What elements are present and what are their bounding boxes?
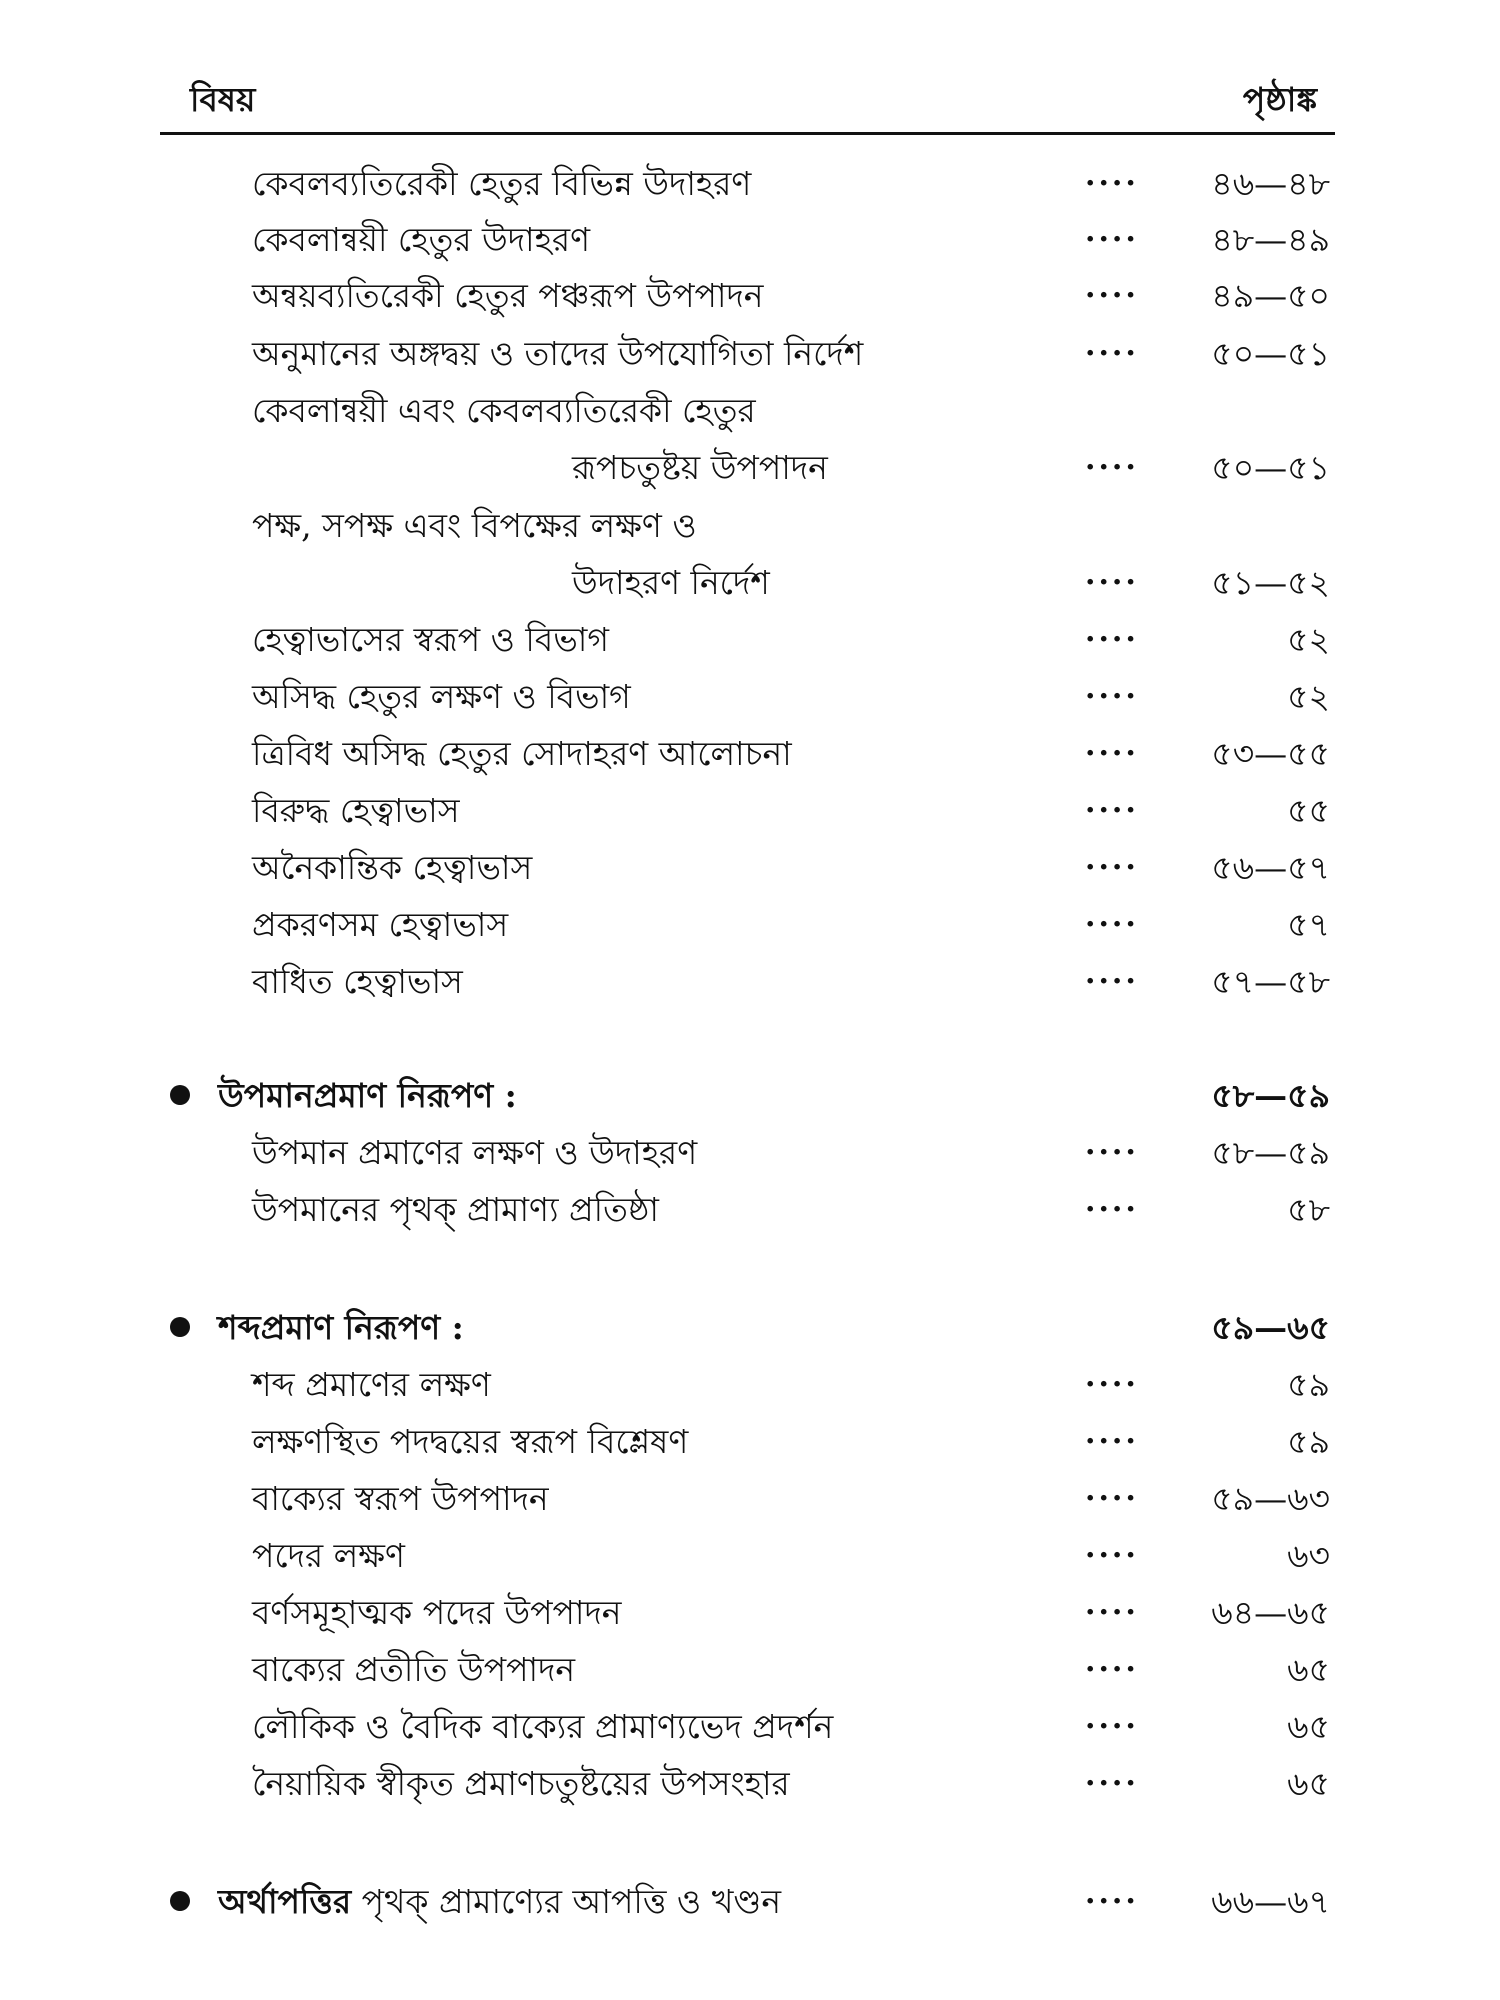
- entry-pages: ৫০—৫১: [1211, 334, 1330, 373]
- entry-title: উপমানের পৃথক্ প্রামাণ্য প্রতিষ্ঠা: [252, 1190, 659, 1229]
- entry-title: ত্রিবিধ অসিদ্ধ হেতুর সোদাহরণ আলোচনা: [252, 734, 792, 773]
- toc-entry-line2: [0, 557, 1500, 609]
- entry-pages: ৫৫: [1287, 791, 1330, 830]
- leader-dots: ....: [1085, 1184, 1139, 1219]
- entry-title-continued: উদাহরণ নির্দেশ: [572, 563, 770, 602]
- toc-header: [160, 66, 1335, 135]
- entry-pages: ৫৩—৫৫: [1211, 734, 1330, 773]
- entry-title: হেত্বাভাসের স্বরূপ ও বিভাগ: [252, 620, 610, 659]
- leader-dots: ....: [1085, 899, 1139, 934]
- entry-pages: ৬৪—৬৫: [1211, 1593, 1330, 1632]
- toc-entry: [0, 1701, 1500, 1753]
- entry-title: বাধিত হেত্বাভাস: [252, 962, 463, 1001]
- section-title: উপমানপ্রমাণ নিরূপণ :: [218, 1076, 517, 1115]
- toc-entry: [0, 956, 1500, 1008]
- section-heading: [0, 1876, 1500, 1928]
- subject-heading: বিষয়: [190, 80, 256, 119]
- leader-dots: ....: [1085, 842, 1139, 877]
- leader-dots: ....: [1085, 956, 1139, 991]
- toc-entry: [0, 1530, 1500, 1582]
- leader-dots: ....: [1085, 158, 1139, 193]
- entry-title: পক্ষ, সপক্ষ এবং বিপক্ষের লক্ষণ ও: [252, 506, 697, 545]
- entry-pages: ৪৬—৪৮: [1211, 164, 1330, 203]
- leader-dots: ....: [1085, 1876, 1139, 1911]
- toc-entry: [0, 1758, 1500, 1810]
- toc-entry: [0, 1359, 1500, 1411]
- toc-entry: [0, 728, 1500, 780]
- entry-title: নৈয়ায়িক স্বীকৃত প্রমাণচতুষ্টয়ের উপসংহার: [252, 1764, 790, 1803]
- entry-title: লক্ষণস্থিত পদদ্বয়ের স্বরূপ বিশ্লেষণ: [252, 1422, 689, 1461]
- leader-dots: ....: [1085, 270, 1139, 305]
- toc-entry: [0, 1127, 1500, 1179]
- entry-title: বাক্যের স্বরূপ উপপাদন: [252, 1479, 549, 1518]
- toc-entry-line1: [0, 385, 1500, 437]
- toc-entry: [0, 1184, 1500, 1236]
- bullet-icon: [170, 1085, 190, 1105]
- leader-dots: ....: [1085, 328, 1139, 363]
- toc-entry-line2: [0, 442, 1500, 494]
- bullet-icon: [170, 1317, 190, 1337]
- leader-dots: ....: [1085, 1644, 1139, 1679]
- section-heading: [0, 1070, 1500, 1122]
- toc-entry: [0, 785, 1500, 837]
- entry-title: অনৈকান্তিক হেত্বাভাস: [252, 848, 533, 887]
- entry-title: কেবলব্যতিরেকী হেতুর বিভিন্ন উদাহরণ: [252, 164, 752, 203]
- entry-title: পদের লক্ষণ: [252, 1536, 405, 1575]
- toc-entry: [0, 671, 1500, 723]
- entry-title: বাক্যের প্রতীতি উপপাদন: [252, 1650, 576, 1689]
- entry-title: প্রকরণসম হেত্বাভাস: [252, 905, 509, 944]
- entry-pages: ৫০—৫১: [1211, 448, 1330, 487]
- leader-dots: ....: [1085, 785, 1139, 820]
- entry-pages: ৫৯: [1287, 1422, 1330, 1461]
- entry-pages: ৬৫: [1287, 1650, 1330, 1689]
- bullet-icon: [170, 1891, 190, 1911]
- section-title: শব্দপ্রমাণ নিরূপণ :: [218, 1308, 464, 1347]
- entry-pages: ৫৭: [1287, 905, 1330, 944]
- section-title-bold: অর্থাপত্তির: [218, 1882, 352, 1921]
- entry-pages: ৫৭—৫৮: [1211, 962, 1330, 1001]
- entry-title: লৌকিক ও বৈদিক বাক্যের প্রামাণ্যভেদ প্রদর্শন: [252, 1707, 834, 1746]
- leader-dots: ....: [1085, 728, 1139, 763]
- toc-entry: [0, 1416, 1500, 1468]
- section-pages: ৬৬—৬৭: [1211, 1882, 1330, 1921]
- entry-title: অসিদ্ধ হেতুর লক্ষণ ও বিভাগ: [252, 677, 631, 716]
- entry-title: অনুমানের অঙ্গদ্বয় ও তাদের উপযোগিতা নির্দেশ: [252, 334, 864, 373]
- toc-entry: [0, 1644, 1500, 1696]
- entry-pages: ৬৫: [1287, 1707, 1330, 1746]
- entry-pages: ৬৩: [1287, 1536, 1330, 1575]
- toc-entry: [0, 614, 1500, 666]
- entry-pages: ৬৫: [1287, 1764, 1330, 1803]
- toc-entry: [0, 1473, 1500, 1525]
- leader-dots: ....: [1085, 1530, 1139, 1565]
- leader-dots: ....: [1085, 1473, 1139, 1508]
- entry-pages: ৫২: [1287, 677, 1330, 716]
- entry-title-continued: রূপচতুষ্টয় উপপাদন: [572, 448, 828, 487]
- entry-pages: ৫৮: [1287, 1190, 1330, 1229]
- section-pages: ৫৮—৫৯: [1211, 1076, 1330, 1115]
- entry-title: কেবলান্বয়ী হেতুর উদাহরণ: [252, 220, 591, 259]
- entry-pages: ৪৯—৫০: [1211, 276, 1330, 315]
- leader-dots: ....: [1085, 614, 1139, 649]
- section-heading: [0, 1302, 1500, 1354]
- entry-pages: ৫১—৫২: [1211, 563, 1330, 602]
- entry-pages: ৫৬—৫৭: [1211, 848, 1330, 887]
- toc-entry: [0, 328, 1500, 380]
- leader-dots: ....: [1085, 1587, 1139, 1622]
- entry-pages: ৪৮—৪৯: [1211, 220, 1330, 259]
- toc-entry: [0, 1587, 1500, 1639]
- entry-title: উপমান প্রমাণের লক্ষণ ও উদাহরণ: [252, 1133, 698, 1172]
- leader-dots: ....: [1085, 442, 1139, 477]
- section-title: [218, 1876, 781, 1932]
- entry-title: অন্বয়ব্যতিরেকী হেতুর পঞ্চরূপ উপপাদন: [252, 276, 764, 315]
- toc-entry: [0, 214, 1500, 266]
- entry-title: শব্দ প্রমাণের লক্ষণ: [252, 1365, 491, 1404]
- entry-pages: ৫৮—৫৯: [1211, 1133, 1330, 1172]
- leader-dots: ....: [1085, 1127, 1139, 1162]
- entry-pages: ৫৯: [1287, 1365, 1330, 1404]
- section-pages: ৫৯—৬৫: [1211, 1308, 1330, 1347]
- toc-entry: [0, 158, 1500, 210]
- entry-title: কেবলান্বয়ী এবং কেবলব্যতিরেকী হেতুর: [252, 391, 756, 430]
- entry-pages: ৫৯—৬৩: [1211, 1479, 1330, 1518]
- entry-title: বিরুদ্ধ হেত্বাভাস: [252, 791, 460, 830]
- entry-title: বর্ণসমূহাত্মক পদের উপপাদন: [252, 1593, 622, 1632]
- toc-entry-line1: [0, 500, 1500, 552]
- page-number-heading: পৃষ্ঠাঙ্ক: [1242, 80, 1317, 119]
- toc-entry: [0, 899, 1500, 951]
- leader-dots: ....: [1085, 671, 1139, 706]
- leader-dots: ....: [1085, 214, 1139, 249]
- toc-entry: [0, 270, 1500, 322]
- leader-dots: ....: [1085, 557, 1139, 592]
- entry-pages: ৫২: [1287, 620, 1330, 659]
- leader-dots: ....: [1085, 1416, 1139, 1451]
- toc-entry: [0, 842, 1500, 894]
- leader-dots: ....: [1085, 1758, 1139, 1793]
- section-title-rest: পৃথক্ প্রামাণ্যের আপত্তি ও খণ্ডন: [351, 1882, 782, 1921]
- leader-dots: ....: [1085, 1359, 1139, 1394]
- leader-dots: ....: [1085, 1701, 1139, 1736]
